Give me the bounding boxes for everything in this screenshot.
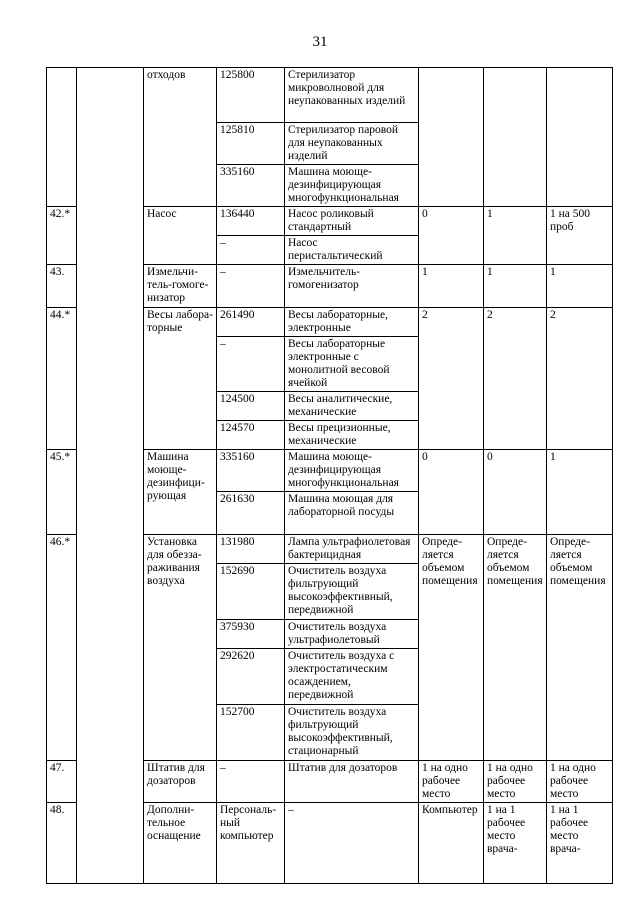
equipment-code: – xyxy=(217,337,285,392)
equipment-description: Очиститель воздуха фильтрующий высокоэффективный, стационарный xyxy=(285,705,419,761)
equipment-code: 261490 xyxy=(217,308,285,337)
section-cell xyxy=(77,68,144,884)
equipment-description: Машина моюще-дезинфицирующая многофункциональная xyxy=(285,165,419,207)
equipment-code: 131980 xyxy=(217,535,285,564)
quantity-cell: Опреде-ляется объемом помещения xyxy=(419,535,484,761)
equipment-code: 124500 xyxy=(217,392,285,421)
equipment-description: Машина моющая для лабораторной посуды xyxy=(285,492,419,535)
equipment-code: 125800 xyxy=(217,68,285,123)
quantity-cell: 1 xyxy=(419,265,484,308)
equipment-name: Установка для обезза-раживания воздуха xyxy=(144,535,217,761)
quantity-cell: 1 на одно рабочее место xyxy=(484,761,547,803)
quantity-cell xyxy=(484,68,547,207)
equipment-description: Весы лабораторные, электронные xyxy=(285,308,419,337)
quantity-cell: 1 на одно рабочее место xyxy=(547,761,613,803)
equipment-description: Очиститель воздуха фильтрующий высокоэффективный, передвижной xyxy=(285,564,419,620)
quantity-cell: 1 xyxy=(484,265,547,308)
equipment-description: Лампа ультрафиолетовая бактерицидная xyxy=(285,535,419,564)
equipment-code: 124570 xyxy=(217,421,285,450)
equipment-code: 261630 xyxy=(217,492,285,535)
equipment-description: Компьютер xyxy=(419,803,484,884)
equipment-description: Насос роликовый стандартный xyxy=(285,207,419,236)
quantity-cell: 0 xyxy=(419,450,484,535)
equipment-name: Насос xyxy=(144,207,217,265)
equipment-description: Машина моюще-дезинфицирующая многофункциональная xyxy=(285,450,419,492)
equipment-code: 375930 xyxy=(217,620,285,649)
equipment-code: 136440 xyxy=(217,207,285,236)
quantity-cell: 0 xyxy=(484,450,547,535)
equipment-code: 335160 xyxy=(217,165,285,207)
equipment-name: Штатив для дозаторов xyxy=(144,761,217,803)
equipment-description: Стерилизатор паровой для неупакованных изделий xyxy=(285,123,419,165)
row-number xyxy=(47,68,77,207)
equipment-code: – xyxy=(217,265,285,308)
quantity-cell: 2 xyxy=(547,308,613,450)
equipment-description: Очиститель воздуха ультрафиолетовый xyxy=(285,620,419,649)
quantity-cell: 2 xyxy=(419,308,484,450)
quantity-cell: 1 xyxy=(484,207,547,265)
quantity-cell: 1 на 500 проб xyxy=(547,207,613,265)
row-number: 42.* xyxy=(47,207,77,265)
equipment-name: Машина моюще-дезинфици-рующая xyxy=(144,450,217,535)
quantity-cell: Опреде-ляется объемом помещения xyxy=(484,535,547,761)
quantity-cell: 0 xyxy=(419,207,484,265)
quantity-cell: 1 на 1 рабочее место врача- xyxy=(484,803,547,884)
equipment-code: 292620 xyxy=(217,649,285,705)
quantity-cell: 1 xyxy=(547,450,613,535)
equipment-description: Штатив для дозаторов xyxy=(285,761,419,803)
table-row xyxy=(47,68,613,123)
quantity-cell xyxy=(547,68,613,207)
equipment-code: 335160 xyxy=(217,450,285,492)
quantity-cell: 1 xyxy=(547,265,613,308)
quantity-cell: 2 xyxy=(484,308,547,450)
equipment-description: Насос перистальтический xyxy=(285,236,419,265)
row-number: 45.* xyxy=(47,450,77,535)
row-number: 46.* xyxy=(47,535,77,761)
quantity-cell: 1 на одно рабочее место xyxy=(419,761,484,803)
equipment-name: отходов xyxy=(144,68,217,207)
equipment-description: Измельчитель-гомогенизатор xyxy=(285,265,419,308)
page-number: 31 xyxy=(312,34,328,50)
equipment-code: 152690 xyxy=(217,564,285,620)
equipment-code: – xyxy=(217,761,285,803)
row-number: 47. xyxy=(47,761,77,803)
equipment-code: 152700 xyxy=(217,705,285,761)
row-number: 48. xyxy=(47,803,77,884)
equipment-description: Весы аналитические, механические xyxy=(285,392,419,421)
row-number: 43. xyxy=(47,265,77,308)
equipment-name: Измельчи-тель-гомоге-низатор xyxy=(144,265,217,308)
equipment-description: Весы прецизионные, механические xyxy=(285,421,419,450)
equipment-description: Весы лабораторные электронные с монолитной весовой ячейкой xyxy=(285,337,419,392)
equipment-name: Персональ-ный компьютер xyxy=(217,803,285,884)
equipment-code: – xyxy=(217,236,285,265)
equipment-description: Очиститель воздуха с электростатическим осаждением, передвижной xyxy=(285,649,419,705)
quantity-cell xyxy=(419,68,484,207)
section-name: Дополни-тельное оснащение xyxy=(144,803,217,884)
equipment-code: – xyxy=(285,803,419,884)
equipment-code: 125810 xyxy=(217,123,285,165)
equipment-name: Весы лабора-торные xyxy=(144,308,217,450)
equipment-table xyxy=(46,67,613,884)
row-number: 44.* xyxy=(47,308,77,450)
quantity-cell: 1 на 1 рабочее место врача- xyxy=(547,803,613,884)
quantity-cell: Опреде-ляется объемом помещения xyxy=(547,535,613,761)
equipment-description: Стерилизатор микроволновой для неупакованных изделий xyxy=(285,68,419,123)
